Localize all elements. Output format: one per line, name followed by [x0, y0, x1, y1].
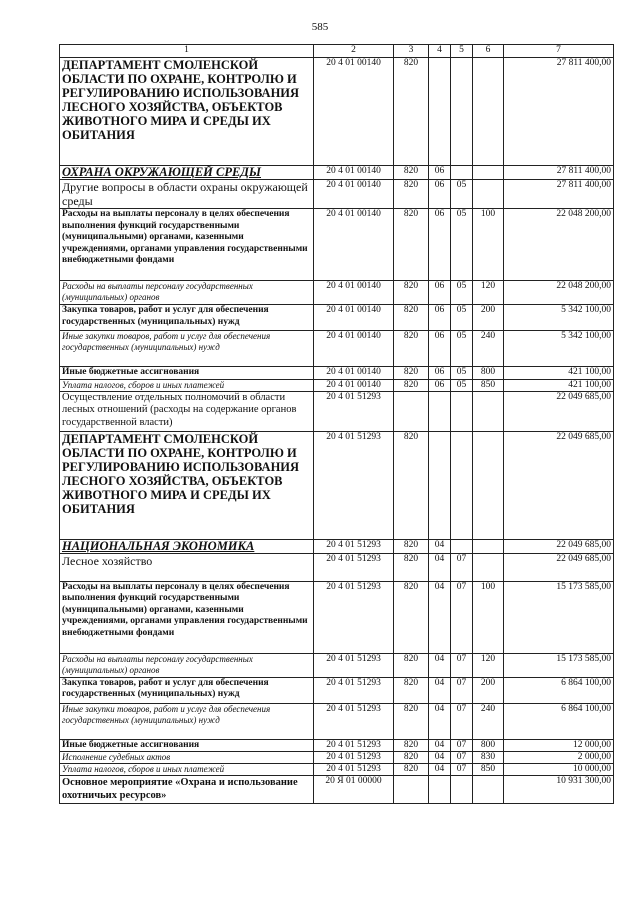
expense-type-cell: 120 [473, 653, 504, 677]
expense-type-cell [473, 431, 504, 539]
ministry-code-cell: 820 [394, 431, 429, 539]
table-row [60, 677, 614, 703]
ministry-code-cell [394, 776, 429, 804]
subsection-code-cell: 05 [451, 331, 473, 367]
subsection-code-cell: 05 [451, 209, 473, 281]
ministry-code-cell: 820 [394, 209, 429, 281]
expense-type-cell [473, 391, 504, 431]
row-name-cell: ОХРАНА ОКРУЖАЮЩЕЙ СРЕДЫ [60, 166, 314, 180]
subsection-code-cell: 05 [451, 367, 473, 380]
target-article-cell: 20 4 01 00140 [314, 331, 394, 367]
expense-type-cell: 800 [473, 367, 504, 380]
ministry-code-cell [394, 391, 429, 431]
subsection-code-cell: 05 [451, 379, 473, 391]
expense-type-cell: 240 [473, 703, 504, 739]
section-code-cell: 06 [429, 305, 451, 331]
subsection-code-cell: 07 [451, 752, 473, 764]
subsection-code-cell: 07 [451, 739, 473, 752]
row-name-cell: ДЕПАРТАМЕНТ СМОЛЕНСКОЙ ОБЛАСТИ ПО ОХРАНЕ, КОНТРОЛЮ И РЕГУЛИРОВАНИЮ ИСПОЛЬЗОВАНИЯ ЛЕСНОГО ХОЗЯЙСТВА, ОБЪЕКТОВ ЖИВОТНОГО МИРА И СРЕДЫ ИХ ОБИТАНИЯ [60, 431, 314, 539]
subsection-code-cell: 07 [451, 677, 473, 703]
target-article-cell: 20 4 01 51293 [314, 581, 394, 653]
section-code-cell: 06 [429, 180, 451, 209]
amount-cell: 5 342 100,00 [504, 331, 614, 367]
section-code-cell: 04 [429, 653, 451, 677]
target-article-cell: 20 4 01 51293 [314, 752, 394, 764]
section-code-cell: 06 [429, 379, 451, 391]
subsection-code-cell: 07 [451, 703, 473, 739]
table-row [60, 553, 614, 581]
target-article-cell: 20 4 01 00140 [314, 166, 394, 180]
row-name-cell: Иные закупки товаров, работ и услуг для обеспечения государственных (муниципальных) нужд [60, 331, 314, 367]
table-row [60, 180, 614, 209]
section-code-cell [429, 391, 451, 431]
section-code-cell: 04 [429, 764, 451, 776]
ministry-code-cell: 820 [394, 539, 429, 553]
expense-type-cell [473, 180, 504, 209]
section-code-cell [429, 431, 451, 539]
expense-type-cell: 240 [473, 331, 504, 367]
table-row [60, 209, 614, 281]
row-name-cell: ДЕПАРТАМЕНТ СМОЛЕНСКОЙ ОБЛАСТИ ПО ОХРАНЕ, КОНТРОЛЮ И РЕГУЛИРОВАНИЮ ИСПОЛЬЗОВАНИЯ ЛЕСНОГО ХОЗЯЙСТВА, ОБЪЕКТОВ ЖИВОТНОГО МИРА И СРЕДЫ ИХ ОБИТАНИЯ [60, 58, 314, 166]
expense-type-cell [473, 553, 504, 581]
section-code-cell: 04 [429, 539, 451, 553]
table-row [60, 305, 614, 331]
header-cell: 5 [451, 45, 473, 58]
header-cell: 4 [429, 45, 451, 58]
row-name-cell: Осуществление отдельных полномочий в области лесных отношений (расходы на содержание органов государственной власти) [60, 391, 314, 431]
expense-type-cell [473, 166, 504, 180]
target-article-cell: 20 4 01 00140 [314, 281, 394, 305]
ministry-code-cell: 820 [394, 764, 429, 776]
section-code-cell: 06 [429, 367, 451, 380]
section-code-cell: 04 [429, 703, 451, 739]
table-row [60, 739, 614, 752]
header-cell: 1 [60, 45, 314, 58]
page-number: 585 [311, 21, 329, 33]
row-name-cell: Закупка товаров, работ и услуг для обеспечения государственных (муниципальных) нужд [60, 305, 314, 331]
table-row [60, 653, 614, 677]
table-row [60, 391, 614, 431]
row-name-cell: Лесное хозяйство [60, 553, 314, 581]
ministry-code-cell: 820 [394, 379, 429, 391]
amount-cell: 22 049 685,00 [504, 553, 614, 581]
expense-type-cell: 830 [473, 752, 504, 764]
amount-cell: 15 173 585,00 [504, 581, 614, 653]
amount-cell: 6 864 100,00 [504, 703, 614, 739]
table-row [60, 58, 614, 166]
target-article-cell: 20 4 01 51293 [314, 431, 394, 539]
expense-type-cell: 850 [473, 764, 504, 776]
row-name-cell: Основное мероприятие «Охрана и использование охотничьих ресурсов» [60, 776, 314, 804]
subsection-code-cell: 05 [451, 305, 473, 331]
section-code-cell: 04 [429, 677, 451, 703]
expense-type-cell: 800 [473, 739, 504, 752]
amount-cell: 10 000,00 [504, 764, 614, 776]
section-code-cell: 06 [429, 209, 451, 281]
budget-table [59, 44, 614, 804]
target-article-cell: 20 4 01 51293 [314, 739, 394, 752]
subsection-code-cell: 07 [451, 653, 473, 677]
subsection-code-cell [451, 166, 473, 180]
table-row [60, 379, 614, 391]
target-article-cell: 20 4 01 51293 [314, 677, 394, 703]
row-name-cell: Уплата налогов, сборов и иных платежей [60, 764, 314, 776]
row-name-cell: НАЦИОНАЛЬНАЯ ЭКОНОМИКА [60, 539, 314, 553]
ministry-code-cell: 820 [394, 331, 429, 367]
header-cell: 6 [473, 45, 504, 58]
table-row [60, 776, 614, 804]
target-article-cell: 20 4 01 51293 [314, 653, 394, 677]
target-article-cell: 20 4 01 00140 [314, 379, 394, 391]
target-article-cell: 20 Я 01 00000 [314, 776, 394, 804]
amount-cell: 15 173 585,00 [504, 653, 614, 677]
row-name-cell: Расходы на выплаты персоналу в целях обеспечения выполнения функций государственными (муниципальными) органами, казенными учреждениями, органами управления государственными внебюджетными фондами [60, 209, 314, 281]
subsection-code-cell: 07 [451, 553, 473, 581]
subsection-code-cell: 07 [451, 764, 473, 776]
amount-cell: 22 048 200,00 [504, 281, 614, 305]
ministry-code-cell: 820 [394, 166, 429, 180]
target-article-cell: 20 4 01 51293 [314, 764, 394, 776]
row-name-cell: Иные бюджетные ассигнования [60, 367, 314, 380]
row-name-cell: Уплата налогов, сборов и иных платежей [60, 379, 314, 391]
table-row [60, 367, 614, 380]
section-code-cell: 06 [429, 331, 451, 367]
ministry-code-cell: 820 [394, 367, 429, 380]
header-cell: 3 [394, 45, 429, 58]
subsection-code-cell [451, 539, 473, 553]
target-article-cell: 20 4 01 51293 [314, 539, 394, 553]
table-row [60, 581, 614, 653]
target-article-cell: 20 4 01 51293 [314, 553, 394, 581]
amount-cell: 421 100,00 [504, 379, 614, 391]
subsection-code-cell [451, 776, 473, 804]
amount-cell: 6 864 100,00 [504, 677, 614, 703]
table-row [60, 331, 614, 367]
amount-cell: 22 049 685,00 [504, 539, 614, 553]
section-code-cell: 06 [429, 281, 451, 305]
expense-type-cell [473, 58, 504, 166]
subsection-code-cell [451, 391, 473, 431]
header-cell: 7 [504, 45, 614, 58]
amount-cell: 10 931 300,00 [504, 776, 614, 804]
row-name-cell: Другие вопросы в области охраны окружающей среды [60, 180, 314, 209]
expense-type-cell: 200 [473, 305, 504, 331]
expense-type-cell [473, 776, 504, 804]
expense-type-cell: 100 [473, 209, 504, 281]
target-article-cell: 20 4 01 00140 [314, 58, 394, 166]
table-row [60, 281, 614, 305]
amount-cell: 12 000,00 [504, 739, 614, 752]
section-code-cell [429, 58, 451, 166]
target-article-cell: 20 4 01 51293 [314, 703, 394, 739]
ministry-code-cell: 820 [394, 752, 429, 764]
amount-cell: 27 811 400,00 [504, 166, 614, 180]
amount-cell: 22 049 685,00 [504, 431, 614, 539]
section-code-cell: 04 [429, 581, 451, 653]
expense-type-cell: 850 [473, 379, 504, 391]
row-name-cell: Иные бюджетные ассигнования [60, 739, 314, 752]
ministry-code-cell: 820 [394, 180, 429, 209]
expense-type-cell: 200 [473, 677, 504, 703]
ministry-code-cell: 820 [394, 553, 429, 581]
amount-cell: 27 811 400,00 [504, 58, 614, 166]
target-article-cell: 20 4 01 00140 [314, 209, 394, 281]
amount-cell: 421 100,00 [504, 367, 614, 380]
row-name-cell: Исполнение судебных актов [60, 752, 314, 764]
expense-type-cell [473, 539, 504, 553]
section-code-cell: 06 [429, 166, 451, 180]
ministry-code-cell: 820 [394, 653, 429, 677]
amount-cell: 27 811 400,00 [504, 180, 614, 209]
ministry-code-cell: 820 [394, 677, 429, 703]
table-row [60, 431, 614, 539]
amount-cell: 5 342 100,00 [504, 305, 614, 331]
ministry-code-cell: 820 [394, 58, 429, 166]
subsection-code-cell [451, 431, 473, 539]
ministry-code-cell: 820 [394, 581, 429, 653]
row-name-cell: Закупка товаров, работ и услуг для обеспечения государственных (муниципальных) нужд [60, 677, 314, 703]
subsection-code-cell: 05 [451, 281, 473, 305]
ministry-code-cell: 820 [394, 703, 429, 739]
ministry-code-cell: 820 [394, 305, 429, 331]
row-name-cell: Иные закупки товаров, работ и услуг для обеспечения государственных (муниципальных) нужд [60, 703, 314, 739]
expense-type-cell: 100 [473, 581, 504, 653]
ministry-code-cell: 820 [394, 739, 429, 752]
row-name-cell: Расходы на выплаты персоналу в целях обеспечения выполнения функций государственными (муниципальными) органами, казенными учреждениями, органами управления государственными внебюджетными фондами [60, 581, 314, 653]
subsection-code-cell: 05 [451, 180, 473, 209]
header-cell: 2 [314, 45, 394, 58]
amount-cell: 22 049 685,00 [504, 391, 614, 431]
target-article-cell: 20 4 01 00140 [314, 180, 394, 209]
amount-cell: 22 048 200,00 [504, 209, 614, 281]
target-article-cell: 20 4 01 51293 [314, 391, 394, 431]
table-row [60, 703, 614, 739]
target-article-cell: 20 4 01 00140 [314, 367, 394, 380]
section-code-cell: 04 [429, 553, 451, 581]
section-code-cell: 04 [429, 752, 451, 764]
section-code-cell: 04 [429, 739, 451, 752]
expense-type-cell: 120 [473, 281, 504, 305]
subsection-code-cell: 07 [451, 581, 473, 653]
table-row [60, 752, 614, 764]
table-row [60, 764, 614, 776]
ministry-code-cell: 820 [394, 281, 429, 305]
table-row [60, 166, 614, 180]
amount-cell: 2 000,00 [504, 752, 614, 764]
header-row [60, 45, 614, 58]
subsection-code-cell [451, 58, 473, 166]
row-name-cell: Расходы на выплаты персоналу государственных (муниципальных) органов [60, 281, 314, 305]
row-name-cell: Расходы на выплаты персоналу государственных (муниципальных) органов [60, 653, 314, 677]
section-code-cell [429, 776, 451, 804]
table-row [60, 539, 614, 553]
target-article-cell: 20 4 01 00140 [314, 305, 394, 331]
